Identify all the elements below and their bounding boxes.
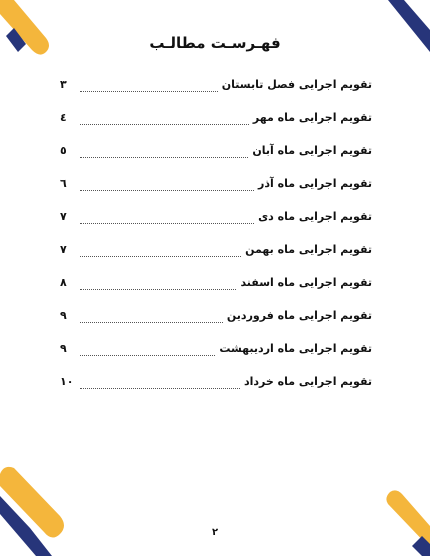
toc-entry-label: تقویم اجرایی ماه مهر — [252, 111, 372, 124]
toc-leader-dots — [80, 345, 215, 356]
toc-entry-label: تقویم اجرایی ماه اردیبهشت — [219, 342, 372, 355]
toc-page-number: ٤ — [60, 111, 67, 124]
toc-entry-label: تقویم اجرایی فصل تابستان — [221, 78, 372, 91]
toc-row[interactable] — [60, 365, 372, 398]
toc-page-number: ۸ — [60, 276, 67, 289]
toc-row[interactable] — [60, 134, 372, 167]
toc-leader-dots — [80, 114, 249, 125]
toc-entry-label: تقویم اجرایی ماه بهمن — [245, 243, 372, 256]
toc-leader-dots — [80, 81, 218, 92]
toc-page-number: ٥ — [60, 144, 67, 157]
page-title: فهـرسـت مطالـب — [149, 34, 281, 52]
toc-page-number: ۹ — [60, 309, 67, 322]
toc-leader-dots — [80, 147, 248, 158]
toc-entry-label: تقویم اجرایی ماه فروردین — [226, 309, 372, 322]
page-number: ۲ — [211, 527, 219, 538]
toc-row[interactable] — [60, 101, 372, 134]
toc-page-number: ۷ — [60, 210, 67, 223]
corner-decoration-bottom-left — [0, 456, 70, 556]
toc-leader-dots — [80, 378, 240, 389]
toc-page-number: ۱۰ — [60, 375, 74, 388]
toc-row[interactable] — [60, 233, 372, 266]
toc-row[interactable] — [60, 299, 372, 332]
toc-leader-dots — [80, 279, 236, 290]
corner-decoration-bottom-right — [370, 486, 430, 556]
toc-page-number: ۳ — [60, 78, 67, 91]
toc-row[interactable] — [60, 200, 372, 233]
toc-row[interactable] — [60, 266, 372, 299]
table-of-contents — [60, 68, 372, 398]
toc-entry-label: تقویم اجرایی ماه دی — [258, 210, 372, 223]
toc-leader-dots — [80, 180, 254, 191]
toc-page-number: ۹ — [60, 342, 67, 355]
toc-entry-label: تقویم اجرایی ماه آذر — [258, 177, 372, 190]
toc-leader-dots — [80, 246, 241, 257]
toc-leader-dots — [80, 312, 223, 323]
toc-row[interactable] — [60, 167, 372, 200]
toc-row[interactable] — [60, 332, 372, 365]
toc-row[interactable] — [60, 68, 372, 101]
toc-page-number: ٦ — [60, 177, 67, 190]
toc-page-number: ۷ — [60, 243, 67, 256]
toc-entry-label: تقویم اجرایی ماه خرداد — [243, 375, 372, 388]
toc-leader-dots — [80, 213, 254, 224]
toc-entry-label: تقویم اجرایی ماه اسفند — [240, 276, 372, 289]
toc-entry-label: تقویم اجرایی ماه آبان — [252, 144, 372, 157]
